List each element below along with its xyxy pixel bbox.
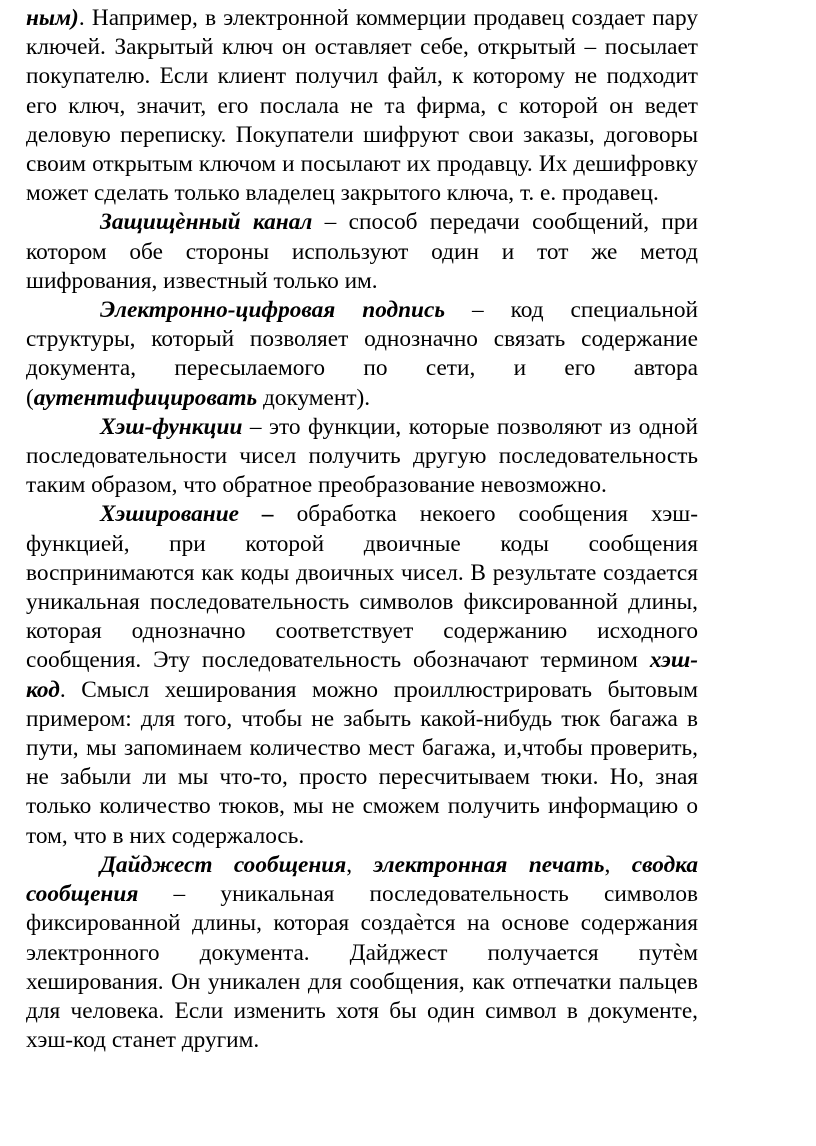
paragraph-text: – код специальной структуры, который позволяет однозначно связать содержание документа, пересылаемого по сети, и его автора ( [26, 297, 698, 411]
term-message-digest: Дайджест сообщения [100, 851, 347, 878]
term-digital-signature: Электронно-цифровая подпись [100, 297, 446, 324]
paragraph-text: . Смысл хеширования можно проиллюстрировать бытовым примером: для того, чтобы не забыть какой-нибудь тюк багажа в пути, мы запоминаем количество мест багажа, и,чтобы проверить, не забыли ли мы что-то, просто пересчитываем тюки. Но, зная только количество тюков, мы не сможем получить информацию о том, что в них содержалось. [26, 676, 698, 849]
paragraph-text: – уникальная последовательность символов фиксированной длины, которая создаѐтся на основе содержания электронного документа. Дайджест получается путѐм хеширования. Он уникален для сообщения, как отпечатки пальцев для человека. Если изменить хотя бы один символ в документе, хэш-код станет другим. [26, 881, 698, 1054]
paragraph-digital-signature [26, 296, 698, 413]
paragraph-public-key [26, 4, 698, 208]
term-hashing: Хэширование – [100, 501, 274, 528]
term-secure-channel: Защищѐнный канал [100, 209, 313, 236]
paragraph-secure-channel [26, 208, 698, 296]
term-hash-functions: Хэш-функции [100, 413, 243, 440]
term-electronic-seal: электронная печать [373, 851, 605, 878]
paragraph-text: . Например, в электронной коммерции продавец создает пару ключей. Закрытый ключ он оставляет себе, открытый – посылает покупателю. Если клиент получил файл, к которому не подходит его ключ, значит, его послала не та фирма, с которой он ведет деловую переписку. Покупатели шифруют свои заказы, договоры своим открытым ключом и посылают их продавцу. Их дешифровку может сделать только владелец закрытого ключа, т. е. продавец. [26, 5, 698, 207]
term-fragment: ным) [26, 5, 79, 31]
separator: , [604, 851, 632, 878]
term-authenticate: аутентифицировать [33, 384, 258, 411]
paragraph-hashing [26, 500, 698, 850]
separator: , [346, 851, 374, 878]
paragraph-text: – это функции, которые позволяют из одной последовательности чисел получить другую последовательность таким образом, что обратное преобразование невозможно. [26, 413, 698, 499]
term-hash-code: хэш-код [26, 647, 698, 703]
paragraph-hash-functions [26, 413, 698, 501]
paragraph-digest [26, 851, 698, 1055]
paragraph-text: – способ передачи сообщений, при котором обе стороны используют один и тот же метод шифрования, известный только им. [26, 209, 698, 294]
paragraph-text: обработка некоего сообщения хэш-функцией, при которой двоичные коды сообщения воспринимаются как коды двоичных чисел. В результате создается уникальная последовательность символов фиксированной длины, которая однозначно соответствует содержанию исходного сообщения. Эту последовательность обозначают термином [26, 501, 698, 674]
paragraph-text: документ). [257, 384, 371, 411]
term-message-summary: сводка сообщения [26, 851, 698, 908]
